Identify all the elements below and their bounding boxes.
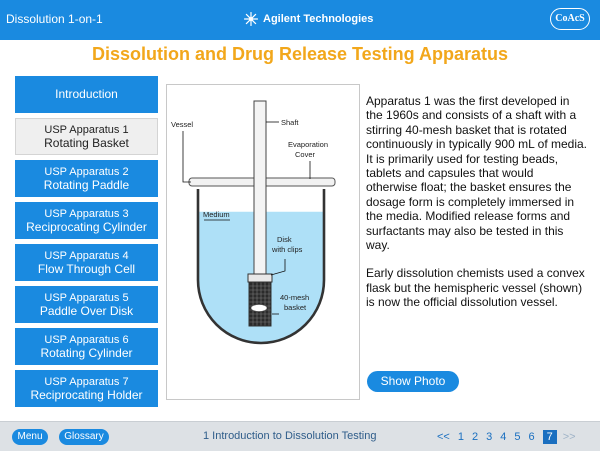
sidebar-item-apparatus-3[interactable] (15, 202, 158, 239)
sidebar-item-sublabel: Rotating Paddle (43, 177, 130, 192)
label-cover: Cover (295, 150, 316, 159)
label-40-mesh: 40-mesh (280, 293, 310, 302)
apparatus-diagram (166, 84, 360, 400)
section-caption: 1 Introduction to Dissolution Testing (203, 430, 377, 442)
page-link-6[interactable]: 6 (528, 431, 535, 443)
sidebar-item-sublabel: Reciprocating Cylinder (26, 219, 147, 234)
sidebar-item-apparatus-1[interactable] (15, 118, 158, 155)
sidebar-item-apparatus-7[interactable] (15, 370, 158, 407)
label-shaft: Shaft (281, 118, 299, 127)
label-disk: Disk (277, 235, 292, 244)
sidebar-item-label: USP Apparatus 5 (44, 291, 129, 304)
glossary-button[interactable]: Glossary (59, 429, 109, 445)
brand-name: Agilent Technologies (263, 13, 374, 25)
sidebar-item-apparatus-5[interactable] (15, 286, 158, 323)
next-page-link[interactable]: >> (562, 431, 576, 443)
show-photo-button[interactable]: Show Photo (367, 371, 459, 392)
sidebar-item-label: Introduction (55, 87, 118, 101)
sidebar-item-label: USP Apparatus 4 (44, 249, 129, 262)
sidebar (15, 76, 158, 412)
pagination (437, 427, 584, 447)
sidebar-item-apparatus-6[interactable] (15, 328, 158, 365)
sidebar-item-apparatus-2[interactable] (15, 160, 158, 197)
sidebar-item-sublabel: Flow Through Cell (37, 261, 136, 276)
page-title: Dissolution and Drug Release Testing Apparatus (91, 44, 509, 64)
menu-button[interactable]: Menu (12, 429, 48, 445)
sidebar-item-sublabel: Paddle Over Disk (39, 303, 134, 318)
description-paragraph: Early dissolution chemists used a convex flask but the hemispheric vessel (shown) is now the official dissolution vessel. (366, 266, 585, 310)
footer-bar (0, 421, 600, 451)
page-link-1[interactable]: 1 (457, 431, 464, 443)
page-link-3[interactable]: 3 (486, 431, 493, 443)
coacs-badge[interactable]: CoAcS (550, 8, 590, 30)
current-page[interactable]: 7 (543, 430, 557, 444)
description (366, 94, 588, 310)
sidebar-item-label: USP Apparatus 1 (44, 123, 129, 136)
app-title: Dissolution 1-on-1 (6, 12, 103, 26)
sidebar-item-sublabel: Rotating Cylinder (40, 345, 133, 360)
description-paragraph: Apparatus 1 was the first developed in the 1960s and consists of a shaft with a stirring 40-mesh basket that is rotated continuously in typically 900 mL of media. It is primarily used for testing beads, tablets and capsules that would otherwise float; the basket ensures the dosage form is completely immersed in the media. Modified release forms and surfactants may also be tested in this way. (366, 94, 588, 253)
sidebar-item-label: USP Apparatus 2 (44, 165, 129, 178)
sidebar-item-label: USP Apparatus 7 (44, 375, 129, 388)
sidebar-item-label: USP Apparatus 6 (44, 333, 129, 346)
sidebar-item-apparatus-4[interactable] (15, 244, 158, 281)
rotating-basket-illustration (167, 85, 359, 399)
page-link-4[interactable]: 4 (500, 431, 507, 443)
label-vessel: Vessel (171, 120, 194, 129)
label-evaporation: Evaporation (288, 140, 329, 149)
sidebar-item-label: USP Apparatus 3 (44, 207, 129, 220)
prev-page-link[interactable]: << (437, 431, 450, 443)
page-link-2[interactable]: 2 (471, 431, 479, 443)
label-medium: Medium (203, 210, 230, 219)
label-with-clips: with clips (272, 245, 303, 254)
sidebar-item-sublabel: Rotating Basket (44, 135, 129, 150)
agilent-spark-icon (244, 12, 258, 26)
page-link-5[interactable]: 5 (514, 431, 521, 443)
sidebar-item-introduction[interactable] (15, 76, 158, 113)
top-bar (0, 0, 600, 40)
label-basket: basket (284, 303, 307, 312)
brand-logo (244, 12, 373, 26)
sidebar-item-sublabel: Reciprocating Holder (30, 387, 143, 402)
